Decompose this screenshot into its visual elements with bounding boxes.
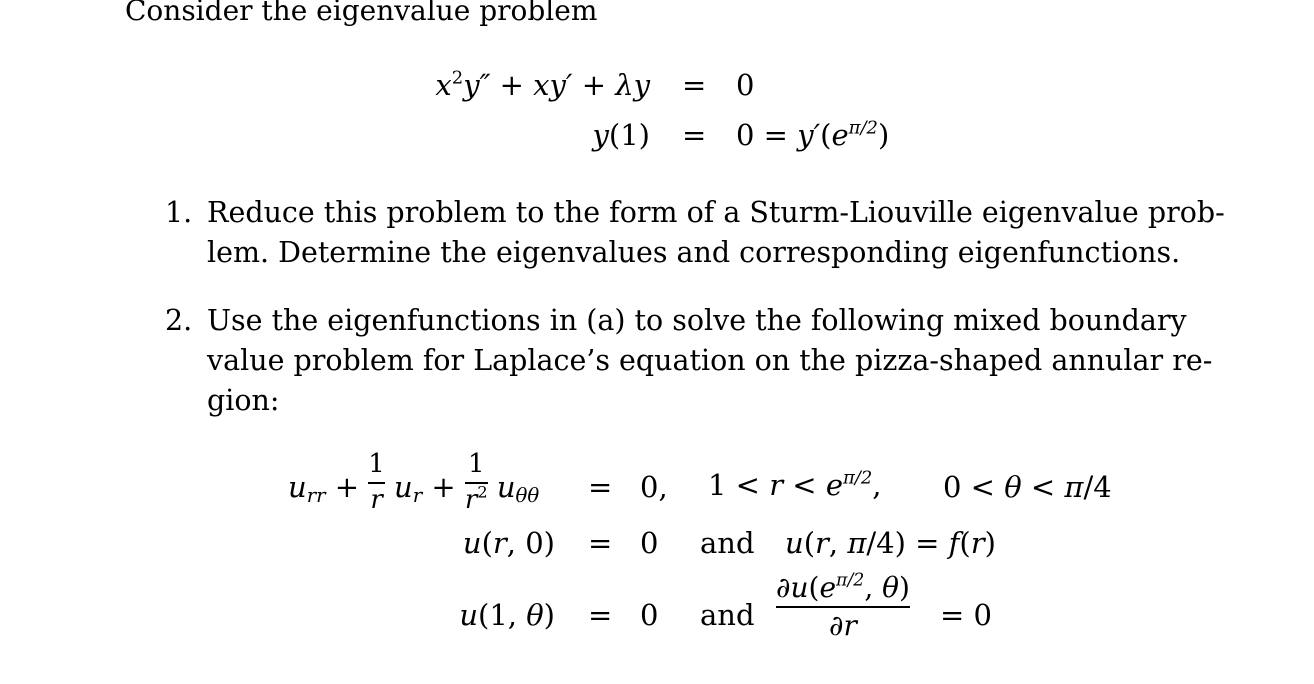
item-1-number: 1.	[165, 196, 193, 229]
pde-row-2	[288, 526, 1148, 570]
ode-row2-rhs: $0 = y'(e^{\pi/2})$	[736, 117, 890, 152]
pde-row2-cond: u(r, π/4) = f(r)	[785, 526, 996, 560]
pde-row3-rhs: 0	[640, 598, 659, 632]
ode-row-1	[420, 68, 760, 108]
ode-row2-eq: =	[682, 118, 707, 152]
pde-row2-lhs: u(r, 0)	[462, 526, 555, 560]
pde-row2-and: and	[700, 526, 755, 560]
pde-row1-cond2: 0 < θ < π/4	[943, 470, 1112, 504]
fraction-one-over-r-squared: $\frac{1}{r^2}$	[464, 449, 488, 515]
ode-row1-rhs: 0	[736, 68, 755, 102]
item-2-body	[207, 301, 1212, 421]
item-2-line-1: Use the eigenfunctions in (a) to solve the following mixed boundary	[207, 304, 1187, 337]
item-2-line-3: gion:	[207, 384, 280, 417]
pde-row3-tail: = 0	[940, 598, 992, 632]
pde-row1-rhs: 0,	[640, 470, 668, 504]
list-item-2	[165, 301, 1213, 421]
pde-row1-eq: =	[588, 470, 613, 504]
item-1-line-2: lem. Determine the eigenvalues and corresponding eigenfunctions.	[207, 236, 1181, 269]
item-1-line-1: Reduce this problem to the form of a Sturm-Liouville eigenvalue prob-	[207, 196, 1225, 229]
pde-row-3	[288, 570, 1148, 664]
fraction-numerator: $\partial u(e^{\pi/2}$, θ)	[776, 570, 910, 604]
item-2-line-2: value problem for Laplace’s equation on the pizza-shaped annular re-	[207, 344, 1213, 377]
partial-derivative-fraction	[776, 572, 910, 642]
item-2-number: 2.	[165, 304, 193, 337]
item-1-body	[207, 193, 1225, 273]
intro-text: Consider the eigenvalue problem	[125, 0, 598, 27]
pde-row-1	[288, 448, 1148, 524]
pde-row3-eq: =	[588, 598, 613, 632]
pde-row2-rhs: 0	[640, 526, 659, 560]
pde-row3-lhs: u(1, θ)	[459, 598, 555, 632]
pde-row1-lhs: $u_{rr}$ + $\frac{1}{r}$ $u_r$ + $\frac{1}{r^2}$ $u_{\theta\theta}$	[288, 449, 540, 515]
pde-row3-and: and	[700, 598, 755, 632]
pde-row2-eq: =	[588, 526, 613, 560]
fraction-denominator: ∂r	[829, 609, 857, 643]
ode-row1-eq: =	[682, 68, 707, 102]
fraction-one-over-r: $\frac{1}{r}$	[368, 449, 385, 515]
ode-row1-lhs: $x^2y'' + xy' + \lambda y$	[435, 67, 650, 102]
ode-row-2	[420, 118, 940, 162]
pde-row1-cond1: $1 < r < e^{\pi/2}$,	[708, 467, 882, 502]
ode-row2-lhs: y(1)	[592, 118, 650, 152]
list-item-1	[165, 193, 1225, 273]
